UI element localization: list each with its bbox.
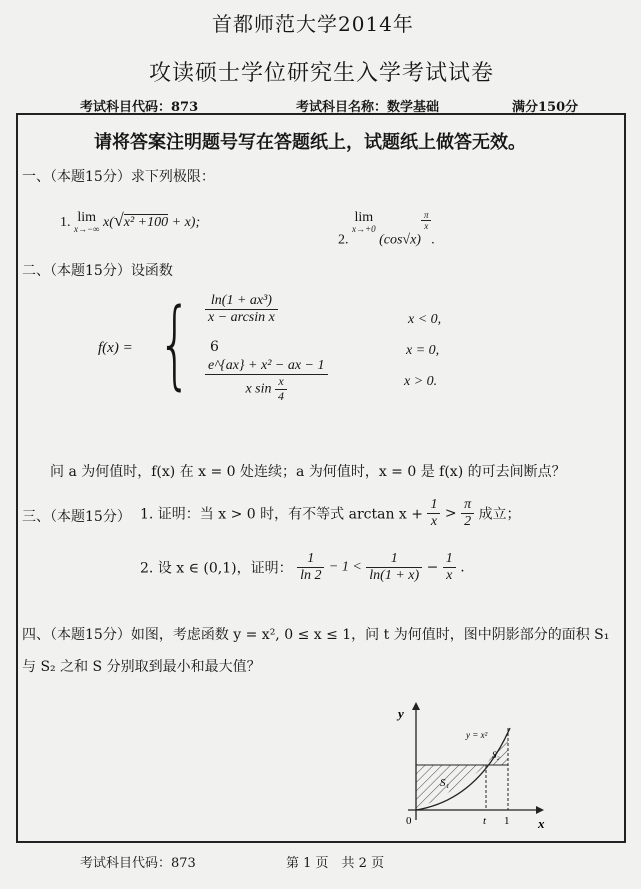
q1-heading: 一、（本题15分）求下列极限： (22, 169, 215, 185)
q4-s2-region (486, 732, 508, 765)
q2-case1-den: x − arcsin x (208, 310, 275, 326)
footer-subject-code: 考试科目代码：873 (80, 856, 196, 871)
full-score: 满分150分 (512, 100, 579, 115)
q3-heading: 三、（本题15分） (22, 509, 131, 525)
q1-item2 (338, 210, 435, 248)
q3-part2-text: 2. 设 x ∈ (0,1)，证明： (140, 560, 293, 577)
q2-case1 (205, 293, 278, 326)
q4-fig-o: 0 (406, 815, 412, 827)
q2-case3 (205, 358, 328, 404)
exam-title-line1: 首都师范大学2014年 (212, 12, 414, 36)
q4-s1-region (416, 765, 486, 810)
q2-left-brace: { (158, 288, 192, 400)
q4-figure (388, 700, 548, 835)
q2-cond2: x = 0, (406, 343, 440, 358)
q4-fig-s1: S₁ (440, 777, 450, 789)
subject-name: 考试科目名称：数学基础 (296, 100, 440, 115)
q2-heading: 二、（本题15分）设函数 (22, 263, 173, 279)
q2-case1-num: ln(1 + ax³) (205, 293, 278, 310)
q3-part2-f3-num: 1 (443, 551, 456, 568)
q3-part1-f2-num: π (461, 497, 474, 514)
q3-part1-end: 成立； (478, 506, 521, 523)
q1-item1-expr-b: x² +100 (123, 215, 169, 230)
q1-item1-under: x→−∞ (74, 224, 100, 234)
q1-item1-expr-a: x( (102, 215, 114, 230)
q3-part1-gt: > (444, 505, 457, 522)
q2-cond3: x > 0. (404, 374, 438, 389)
q3-part2-f2-num: 1 (366, 551, 422, 568)
q3-part2-f1-num: 1 (297, 551, 324, 568)
q2-fx: f(x) = (98, 340, 133, 356)
q3-part1-f1-den: x (430, 514, 438, 530)
q3-part2-minus: − (426, 559, 439, 576)
q2-case3-den-a: x sin (245, 381, 272, 397)
q1-item2-lim: lim (354, 210, 374, 225)
q4-fig-t: t (483, 815, 487, 827)
q2-case3-den-den: 4 (278, 388, 285, 403)
q4-heading-line2: 与 S₂ 之和 S 分别取到最小和最大值？ (22, 659, 261, 675)
exam-title-line2: 攻读硕士学位研究生入学考试试卷 (149, 61, 495, 86)
q1-item1: 1. lim x→−∞ x(√x² +100 + x); (60, 210, 201, 234)
q4-fig-x: x (538, 816, 545, 831)
q4-fig-one: 1 (504, 815, 510, 827)
q3-part2-mid: − 1 < (328, 559, 362, 575)
q2-case2: 6 (210, 339, 219, 355)
q1-item2-exp-num: π (421, 210, 432, 221)
q3-part1-text: 1. 证明：当 x > 0 时，有不等式 arctan x + (140, 506, 423, 523)
q2-case3-num: e^{ax} + x² − ax − 1 (205, 358, 328, 375)
q4-fig-curve: y = x² (466, 730, 488, 740)
q1-item2-exp-den: x (424, 221, 429, 232)
q3-part1-f1-num: 1 (427, 497, 440, 514)
q2-case3-den-num: x (275, 375, 287, 390)
q3-part2-f2-den: ln(1 + x) (369, 568, 420, 584)
q3-part2 (140, 551, 465, 584)
q4-heading-line1: 四、（本题15分）如图，考虑函数 y = x², 0 ≤ x ≤ 1，问 t 为何值时，图中阴影部分的面积 S₁ (22, 627, 610, 643)
q1-item2-under: x→+0 (352, 224, 376, 234)
q2-cond1: x < 0, (408, 312, 442, 327)
q4-fig-s2: S₂ (492, 750, 500, 760)
q3-part2-f3-den: x (446, 568, 453, 584)
q1-item2-expr: (cos√x) (379, 232, 421, 248)
footer-page-number: 第 1 页 共 2 页 (286, 856, 385, 871)
q3-part1-f2-den: 2 (464, 514, 472, 530)
q3-part2-end: . (460, 559, 465, 576)
q1-item1-expr-c: + x); (168, 215, 201, 230)
q4-fig-y: y (398, 706, 404, 721)
q3-part1 (140, 497, 521, 530)
q1-item1-lim: lim (77, 210, 97, 225)
q1-item2-end: . (431, 232, 435, 248)
q1-item2-num: 2. (338, 232, 349, 248)
subject-code: 考试科目代码：873 (80, 100, 199, 115)
answer-notice: 请将答案注明题号写在答题纸上，试题纸上做答无效。 (94, 132, 526, 153)
q2-question: 问 a 为何值时，f(x) 在 x = 0 处连续；a 为何值时，x = 0 是 f(x) 的可去间断点？ (50, 464, 566, 480)
q3-part2-f1-den: ln 2 (300, 568, 322, 584)
q1-item1-num: 1. (60, 215, 71, 230)
